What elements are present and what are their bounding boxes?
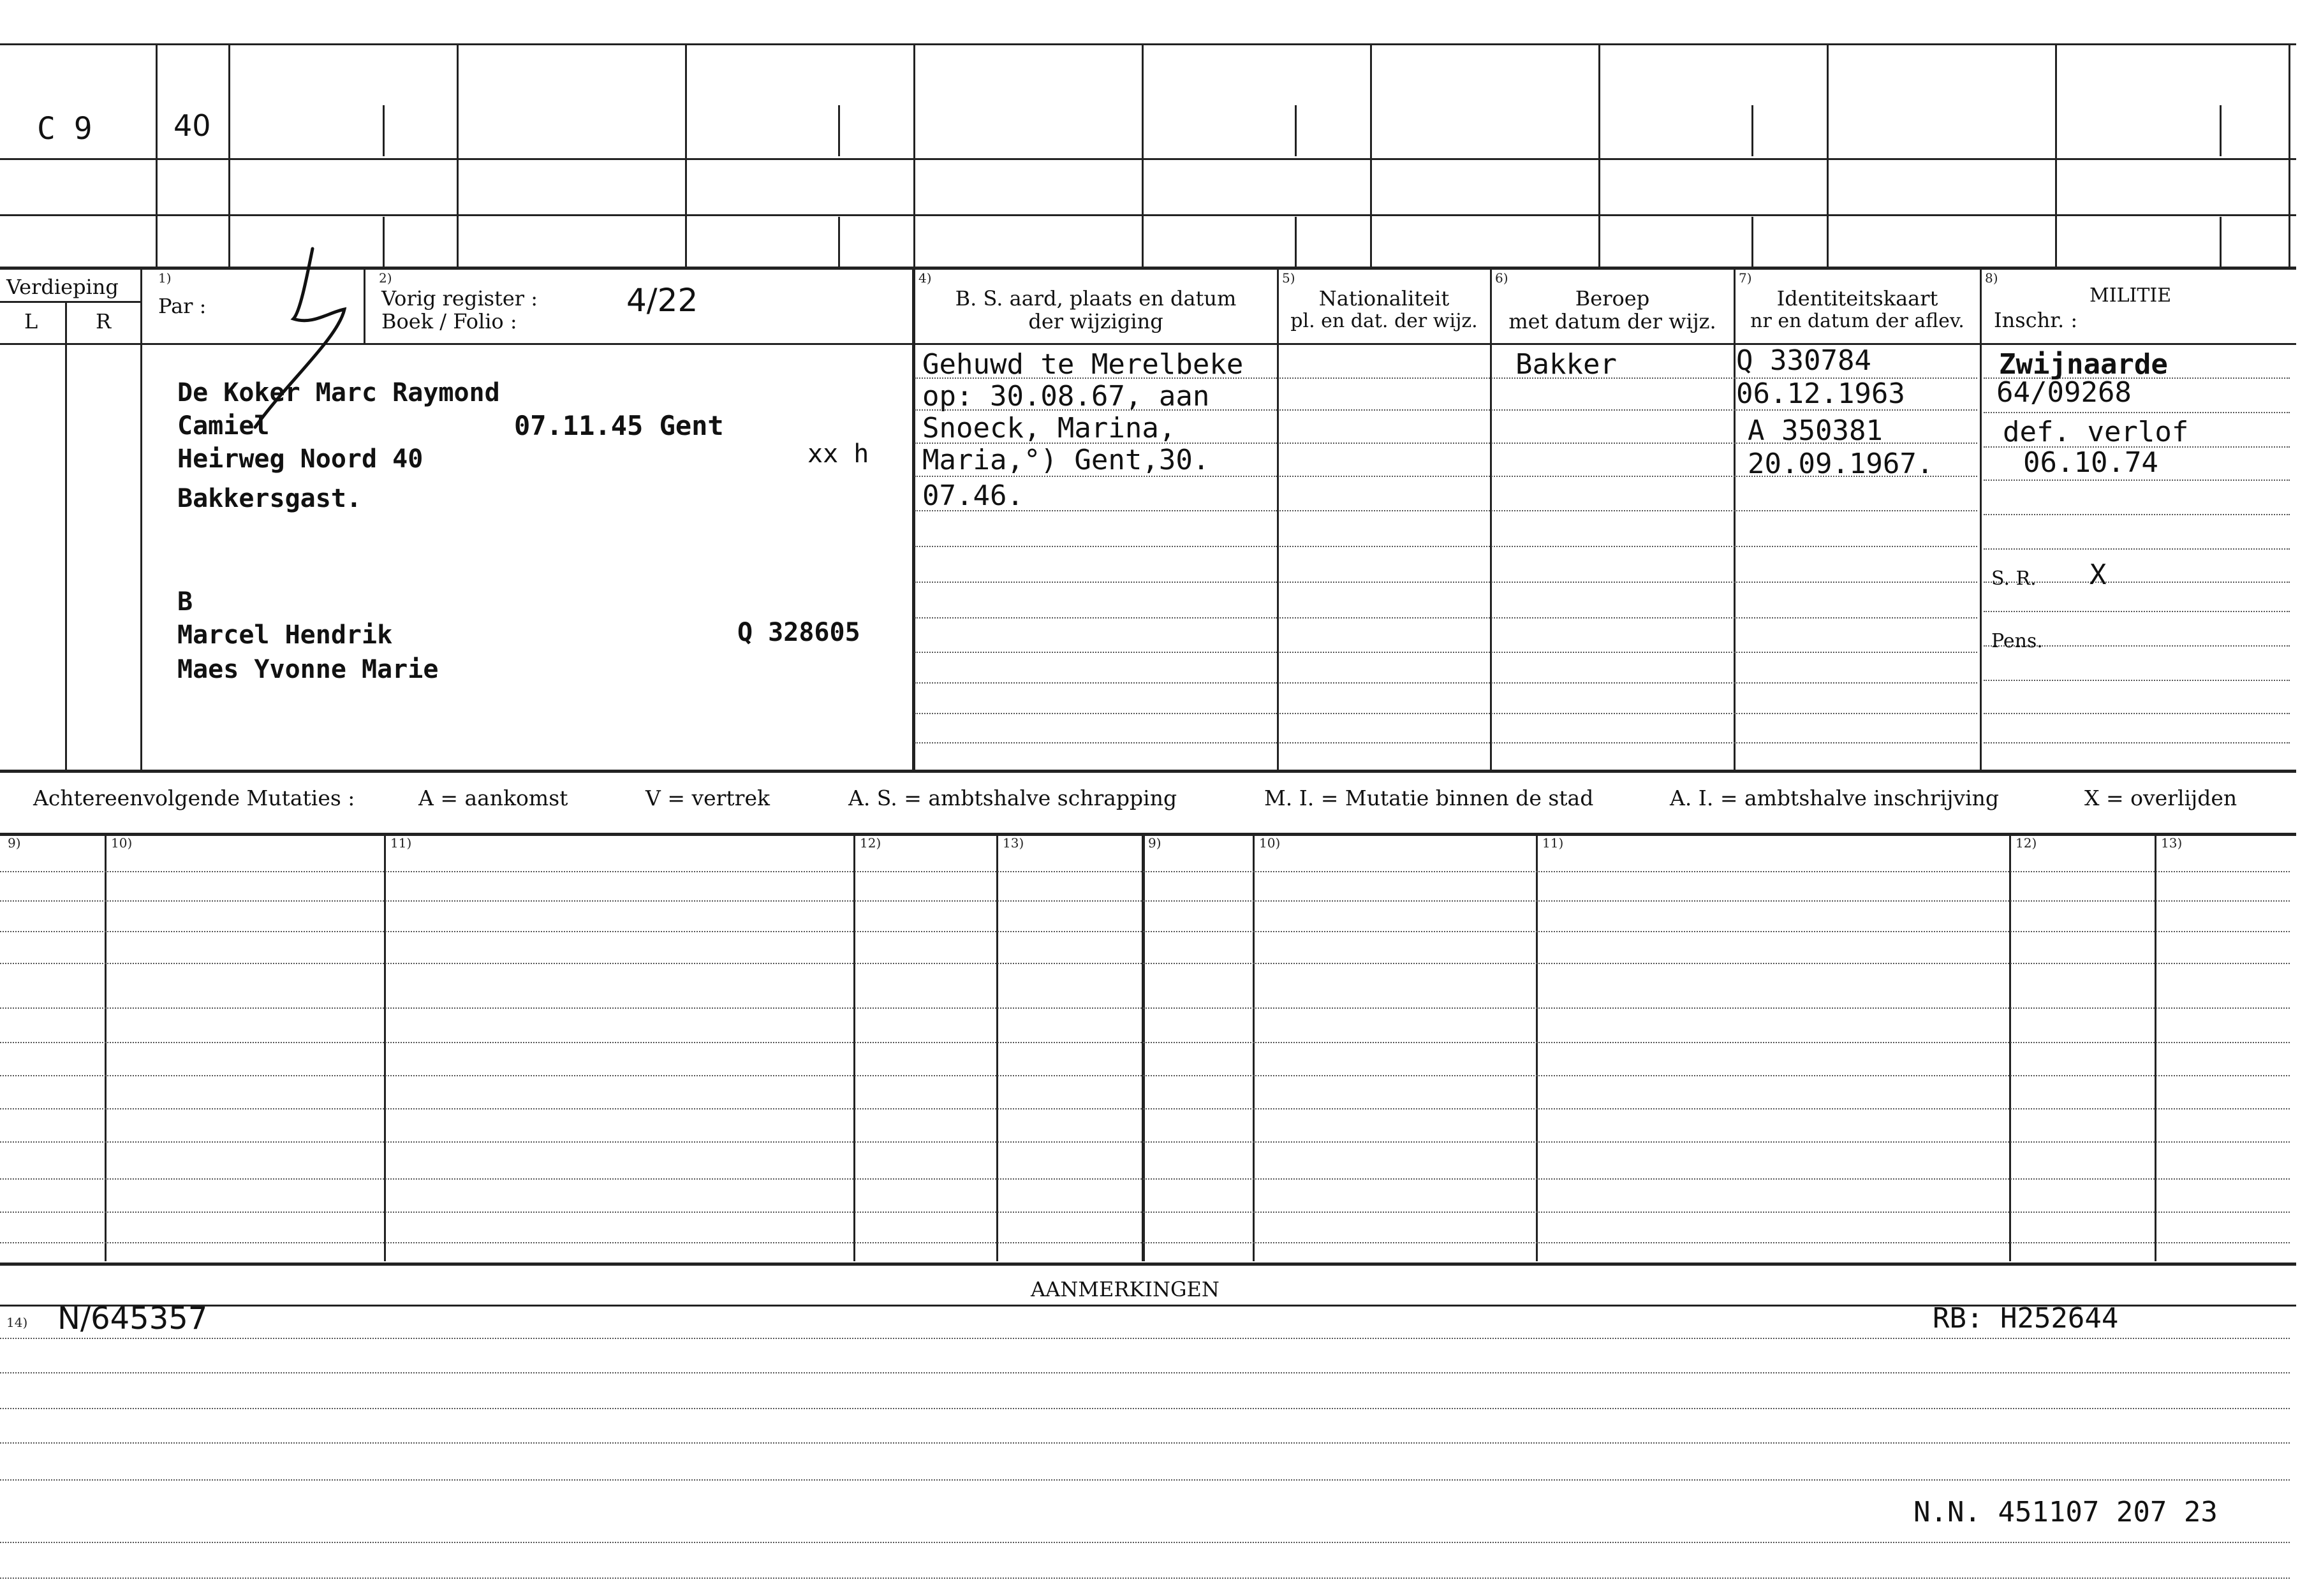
dotted-row xyxy=(1279,582,1977,583)
legend-aankomst: A = aankomst xyxy=(418,786,568,810)
aanmerkingen-row xyxy=(0,1372,2290,1373)
aanmerkingen-nn: N.N. 451107 207 23 xyxy=(1913,1496,2218,1528)
mutatie-col-10b: 10) xyxy=(1259,835,1281,851)
header-nat-line2: pl. en dat. der wijz. xyxy=(1290,310,1478,332)
bs-entry-3: Snoeck, Marina, xyxy=(922,412,1176,444)
militie-sr-label: S. R. xyxy=(1991,567,2037,590)
header-boek-folio: Boek / Folio : xyxy=(381,309,517,333)
dotted-row xyxy=(1279,617,1977,619)
bs-entry-5: 07.46. xyxy=(922,480,1024,512)
top-subcol-line xyxy=(2220,105,2222,156)
bs-entry-2: op: 30.08.67, aan xyxy=(922,380,1210,413)
mutatie-col-12b: 12) xyxy=(2016,835,2037,851)
aanmerkingen-title: AANMERKINGEN xyxy=(1031,1277,1220,1301)
dotted-row xyxy=(1984,548,2290,550)
dotted-row xyxy=(1984,713,2290,714)
mutatie-col-11: 11) xyxy=(390,835,412,851)
header-number-8: 8) xyxy=(1985,270,1998,286)
legend-mutatie-binnen: M. I. = Mutatie binnen de stad xyxy=(1264,786,1594,810)
mutatie-col-13b: 13) xyxy=(2161,835,2183,851)
header-number-6: 6) xyxy=(1495,270,1508,286)
dotted-row xyxy=(1279,546,1977,547)
header-number-2: 2) xyxy=(379,270,392,286)
top-grid-line-3 xyxy=(0,214,2296,216)
mutatie-col-11b: 11) xyxy=(1542,835,1564,851)
dotted-row xyxy=(915,713,1277,714)
dotted-row xyxy=(915,582,1277,583)
header-number-1: 1) xyxy=(158,270,172,286)
top-col-line xyxy=(2055,43,2057,267)
legend-ambtshalve-inschrijving: A. I. = ambtshalve inschrijving xyxy=(1670,786,2000,810)
col-line-l xyxy=(65,301,67,770)
mutatie-row xyxy=(0,1212,2290,1213)
dotted-row xyxy=(915,682,1277,684)
dotted-row xyxy=(1984,514,2290,515)
dotted-row xyxy=(1984,412,2290,413)
dotted-row xyxy=(1984,611,2290,612)
id-entry-3: A 350381 xyxy=(1748,414,1883,447)
dotted-row xyxy=(1279,713,1977,714)
legend-vertrek: V = vertrek xyxy=(645,786,770,810)
id-entry-4: 20.09.1967. xyxy=(1748,448,1934,480)
aanmerkingen-row xyxy=(0,1442,2290,1444)
header-militie: MILITIE xyxy=(2090,284,2172,307)
top-subcol-line xyxy=(1295,217,1297,267)
person-mother: Maes Yvonne Marie xyxy=(177,655,439,684)
beroep-value: Bakker xyxy=(1515,348,1617,381)
person-father: Marcel Hendrik xyxy=(177,620,393,650)
top-col-line xyxy=(2289,43,2290,267)
mutatie-row xyxy=(0,1108,2290,1109)
mutaties-col-line xyxy=(1253,834,1255,1261)
header-par: Par : xyxy=(158,294,207,318)
dotted-row xyxy=(915,546,1277,547)
legend-ambtshalve-schrapping: A. S. = ambtshalve schrapping xyxy=(848,786,1177,810)
top-subcol-line xyxy=(1295,105,1297,156)
header-r: R xyxy=(96,309,112,333)
person-b: B xyxy=(177,587,193,617)
col-line-bs xyxy=(912,268,915,770)
mutaties-col-line xyxy=(1536,834,1538,1261)
section-divider-mutaties xyxy=(0,770,2296,773)
mutatie-col-9b: 9) xyxy=(1148,835,1161,851)
top-subcol-line xyxy=(1751,217,1753,267)
id-entry-2: 06.12.1963 xyxy=(1736,377,1905,410)
militie-number: 64/09268 xyxy=(1996,376,2132,409)
top-col-line xyxy=(1370,43,1372,267)
dotted-row xyxy=(915,652,1277,653)
top-col-line xyxy=(913,43,915,267)
top-col-line xyxy=(1142,43,1144,267)
mutaties-col-line xyxy=(853,834,855,1261)
mutaties-col-line xyxy=(105,834,107,1261)
aanmerkingen-row xyxy=(0,1542,2290,1543)
dotted-row xyxy=(1984,742,2290,743)
header-l: L xyxy=(24,309,38,333)
header-bs-line1: B. S. aard, plaats en datum xyxy=(955,286,1237,311)
header-beroep-line2: met datum der wijz. xyxy=(1508,309,1716,333)
dotted-row xyxy=(1279,652,1977,653)
mutatie-col-12: 12) xyxy=(860,835,881,851)
header-beroep-line1: Beroep xyxy=(1575,286,1650,311)
top-subcol-line xyxy=(1751,105,1753,156)
header-number-5: 5) xyxy=(1282,270,1295,286)
dotted-row xyxy=(915,617,1277,619)
top-col-line xyxy=(457,43,459,267)
mutatie-row xyxy=(0,871,2290,872)
aanmerkingen-row xyxy=(0,1408,2290,1409)
person-code: Q 328605 xyxy=(737,618,860,647)
aanmerkingen-row xyxy=(0,1479,2290,1481)
mutatie-col-9: 9) xyxy=(8,835,21,851)
dotted-row xyxy=(915,742,1277,743)
top-col-line xyxy=(156,43,158,267)
section-divider-aanmerkingen xyxy=(0,1263,2296,1266)
col-line-r xyxy=(140,268,142,770)
top-col-line xyxy=(685,43,687,267)
top-col-line xyxy=(1827,43,1829,267)
top-subcol-line xyxy=(383,217,385,267)
aanmerkingen-number-14: 14) xyxy=(6,1315,28,1330)
mutatie-row xyxy=(0,1007,2290,1009)
vorig-register-value: 4/22 xyxy=(626,282,698,319)
mutatie-row xyxy=(0,931,2290,932)
mutatie-row xyxy=(0,1242,2290,1243)
bs-entry-4: Maria,°) Gent,30. xyxy=(922,444,1210,476)
header-inschr: Inschr. : xyxy=(1994,308,2078,332)
top-col-line xyxy=(1598,43,1600,267)
mutaties-col-line xyxy=(2009,834,2011,1261)
col-line-beroep xyxy=(1490,268,1492,770)
header-id-line1: Identiteitskaart xyxy=(1776,286,1938,311)
top-grid-line-2 xyxy=(0,158,2296,160)
lr-divider xyxy=(0,301,142,303)
militie-place: Zwijnaarde xyxy=(1999,348,2168,381)
top-subcol-line xyxy=(383,105,385,156)
mutatie-col-13: 13) xyxy=(1003,835,1024,851)
aanmerkingen-row xyxy=(0,1338,2290,1339)
dotted-row xyxy=(1279,510,1977,511)
mutatie-row xyxy=(0,1042,2290,1043)
dotted-row xyxy=(1984,680,2290,681)
bs-entry-1: Gehuwd te Merelbeke xyxy=(922,348,1244,381)
militie-sr-value: X xyxy=(2090,559,2107,591)
col-line-id xyxy=(1734,268,1736,770)
militie-pens-label: Pens. xyxy=(1991,630,2043,652)
mutatie-row xyxy=(0,900,2290,902)
top-subcol-line xyxy=(838,217,840,267)
header-verdieping: Verdieping xyxy=(6,275,119,299)
mutatie-row xyxy=(0,1141,2290,1143)
top-border-line xyxy=(0,43,2296,45)
mutaties-col-line xyxy=(996,834,998,1261)
header-id-line2: nr en datum der aflev. xyxy=(1750,310,1964,332)
dotted-row xyxy=(1279,682,1977,684)
header-vorig-register: Vorig register : xyxy=(381,286,538,311)
mutaties-center-line xyxy=(1142,834,1145,1261)
top-subcol-line xyxy=(838,105,840,156)
mutatie-col-10: 10) xyxy=(111,835,133,851)
legend-title: Achtereenvolgende Mutaties : xyxy=(33,786,355,810)
mutatie-row xyxy=(0,1178,2290,1180)
header-bs-line2: der wijziging xyxy=(1028,309,1163,333)
militie-status: def. verlof xyxy=(2003,416,2189,448)
person-given-name: Camiel xyxy=(177,411,270,441)
person-name: De Koker Marc Raymond xyxy=(177,378,500,407)
mutatie-row xyxy=(0,963,2290,964)
dotted-row xyxy=(1279,742,1977,743)
top-col-line xyxy=(228,43,230,267)
id-entry-1: Q 330784 xyxy=(1736,344,1871,377)
person-profession: Bakkersgast. xyxy=(177,484,362,513)
mutaties-col-line xyxy=(384,834,386,1261)
mutaties-col-line xyxy=(2155,834,2156,1261)
mutatie-row xyxy=(0,1075,2290,1076)
col-line-nat xyxy=(1277,268,1279,770)
person-birth: 07.11.45 Gent xyxy=(514,410,724,441)
header-nat-line1: Nationaliteit xyxy=(1318,286,1450,311)
top-cell-c9: C 9 xyxy=(37,111,92,147)
person-address: Heirweg Noord 40 xyxy=(177,444,424,474)
dotted-row xyxy=(1984,480,2290,481)
person-mark: xx h xyxy=(807,439,869,469)
aanmerkingen-right-note: RB: H252644 xyxy=(1933,1302,2119,1335)
top-cell-40: 40 xyxy=(173,108,211,143)
col-line-militie xyxy=(1980,268,1982,770)
aanmerkingen-left-note: N/645357 xyxy=(57,1301,208,1336)
aanmerkingen-row xyxy=(0,1578,2290,1579)
legend-overlijden: X = overlijden xyxy=(2084,786,2237,810)
header-number-7: 7) xyxy=(1739,270,1752,286)
header-number-4: 4) xyxy=(918,270,932,286)
top-subcol-line xyxy=(2220,217,2222,267)
militie-date: 06.10.74 xyxy=(2023,446,2158,479)
